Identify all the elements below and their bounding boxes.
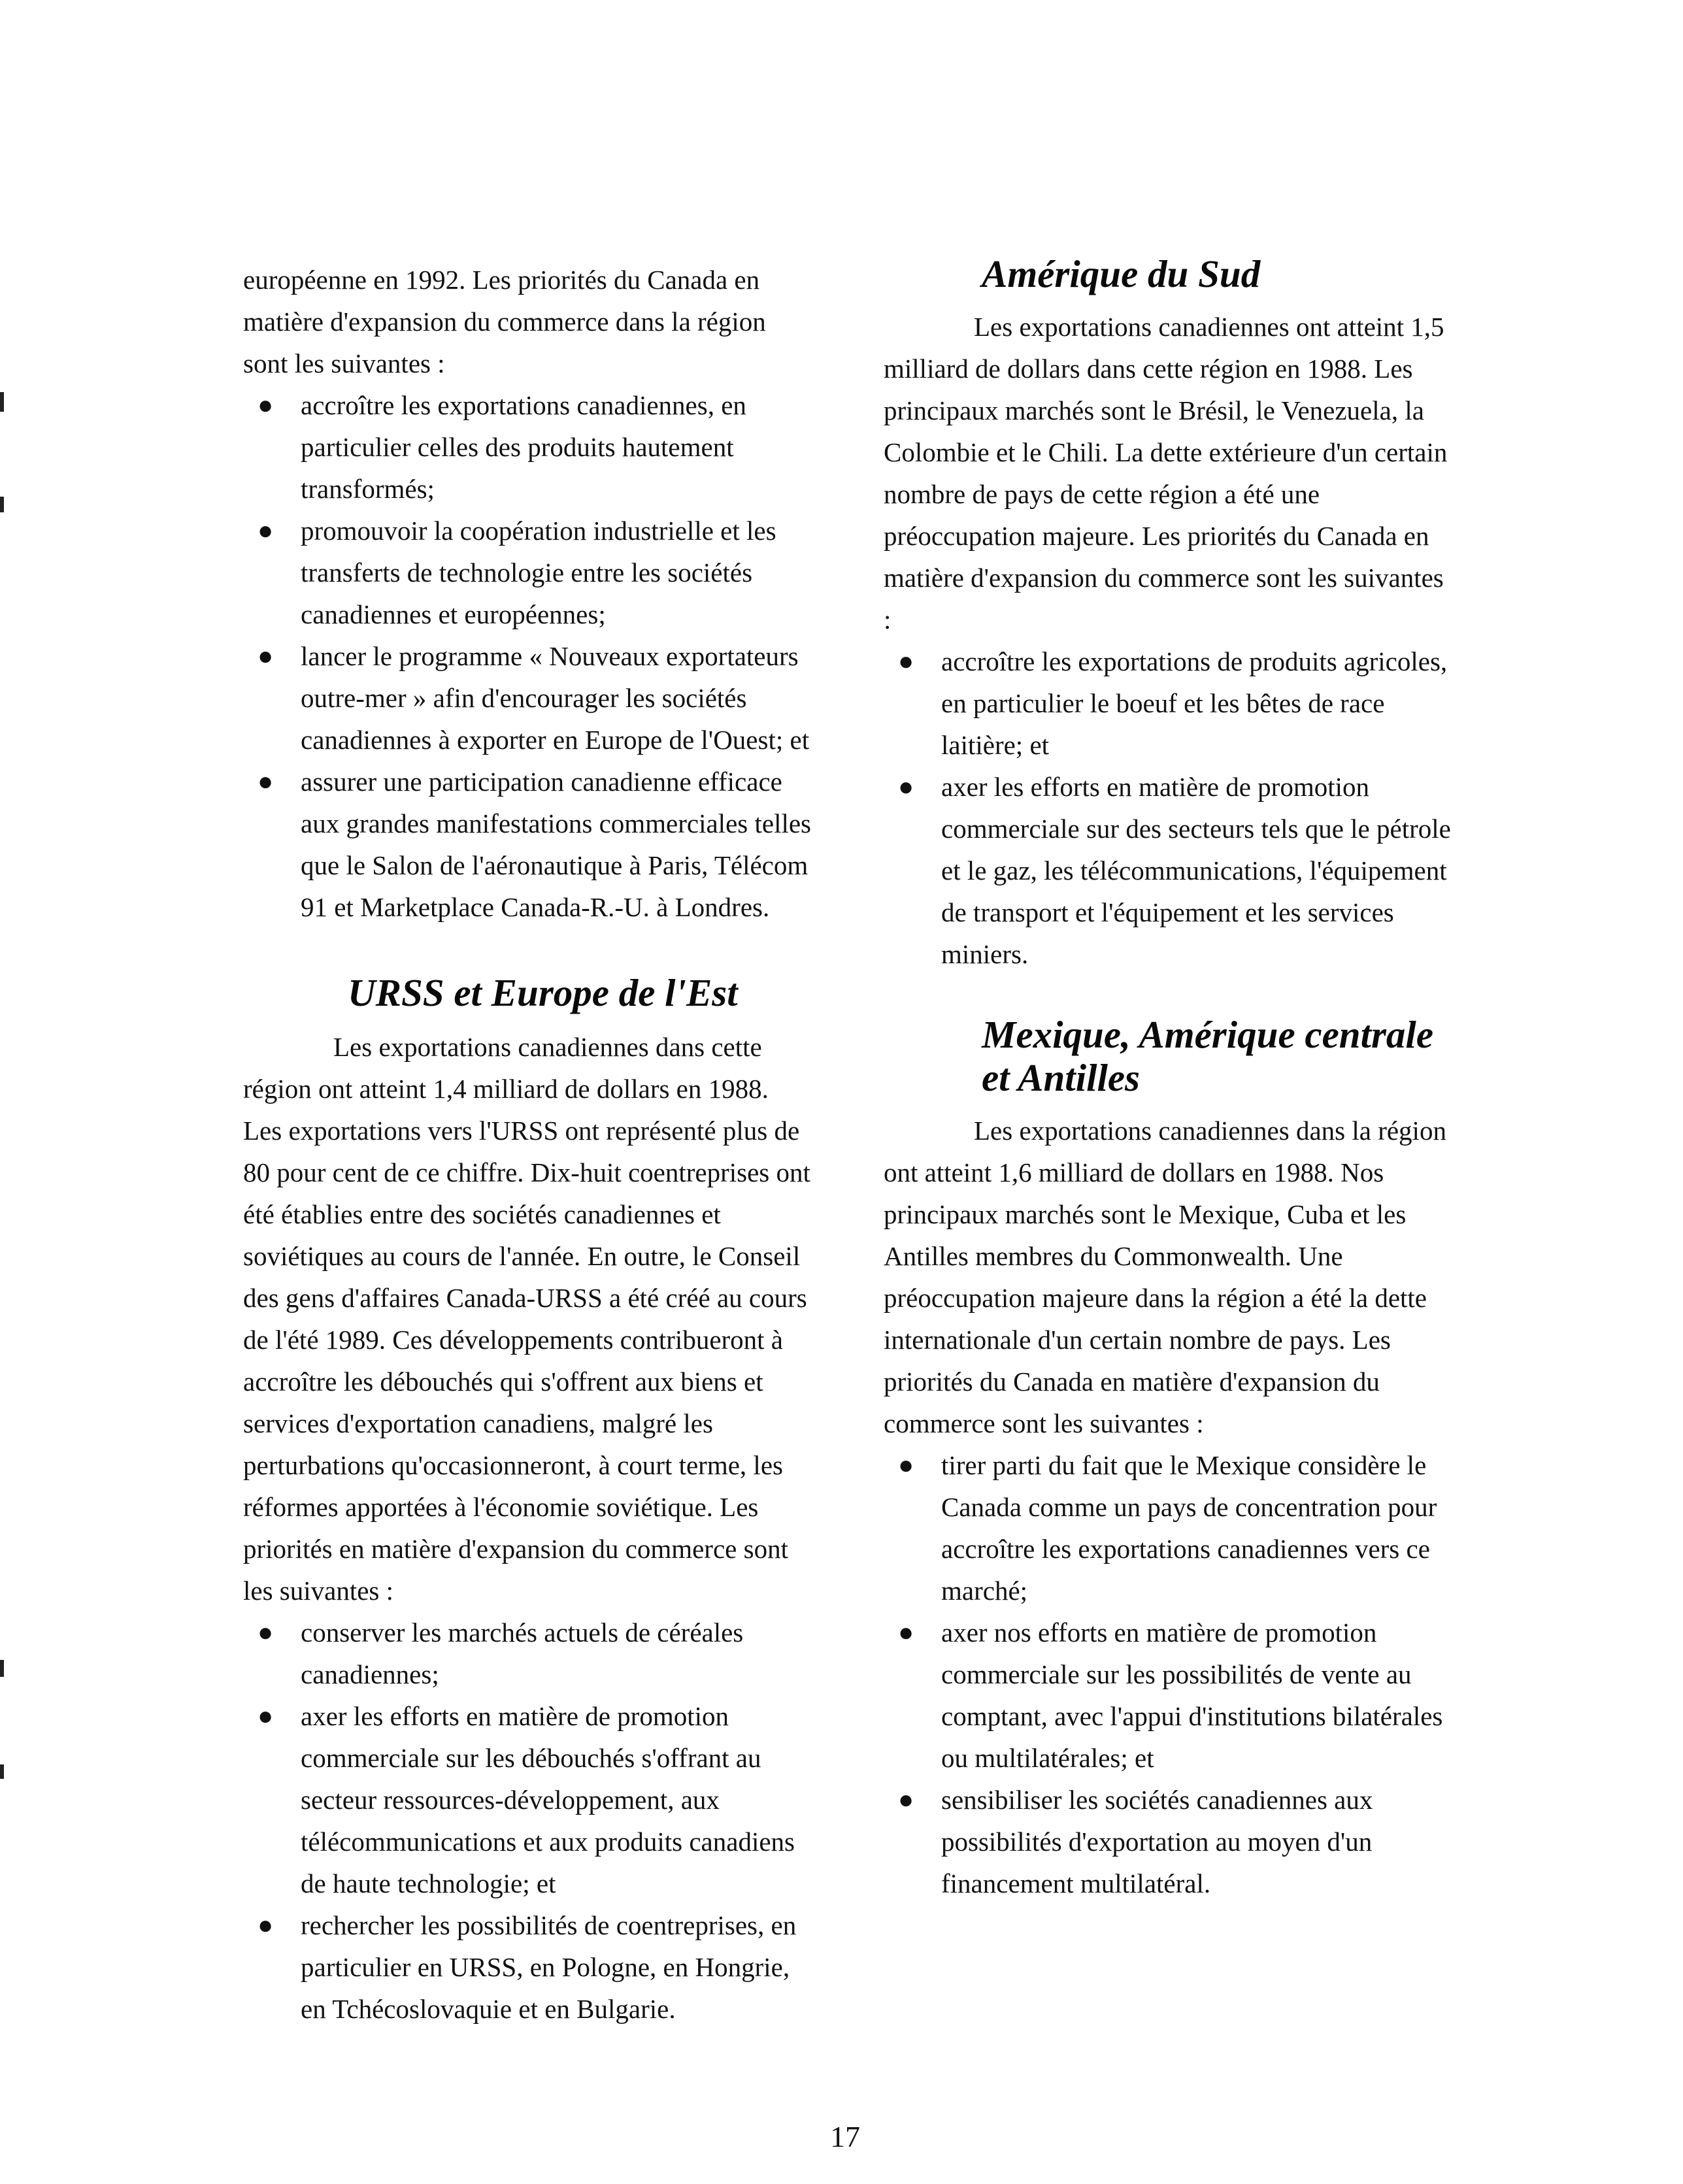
scan-edge-mark: [0, 392, 4, 412]
list-item: ● assurer une participation canadienne efficace aux grandes manifestations commerciales telles que le Salon de l'aéronautique à Paris, Télécom 91 et Marketplace Canada-R.-U. à Londres.: [243, 761, 812, 928]
urss-paragraph: Les exportations canadiennes dans cette région ont atteint 1,4 milliard de dollars en 1988. Les exportations vers l'URSS ont représenté plus de 80 pour cent de ce chiffre. Dix-huit coentreprises ont été établies entre des sociétés canadiennes et soviétiques au cours de l'année. En outre, le Conseil des gens d'affaires Canada-URSS a été créé au cours de l'été 1989. Ces développements contribueront à accroître les débouchés qui s'offrent aux biens et services d'exportation canadiens, malgré les perturbations qu'occasionneront, à court terme, les réformes apportées à l'économie soviétique. Les priorités en matière d'expansion du commerce sont les suivantes :: [243, 1032, 810, 1606]
mexique-paragraph: Les exportations canadiennes dans la région ont atteint 1,6 milliard de dollars en 1988. Nos principaux marchés sont le Mexique, Cuba et les Antilles membres du Commonwealth. Une préoccupation majeure dans la région a été la dette internationale d'un certain nombre de pays. Les priorités du Canada en matière d'expansion du commerce sont les suivantes :: [884, 1116, 1446, 1438]
mexique-heading-line2: et Antilles: [982, 1056, 1141, 1099]
list-item: ● lancer le programme « Nouveaux exportateurs outre-mer » afin d'encourager les sociétés canadiennes à exporter en Europe de l'Ouest; et: [243, 635, 812, 761]
intro-paragraph: européenne en 1992. Les priorités du Canada en matière d'expansion du commerce dans la région sont les suivantes :: [243, 265, 766, 378]
bullet-icon: ●: [258, 390, 274, 420]
list-item: ● promouvoir la coopération industrielle et les transferts de technologie entre les sociétés canadiennes et européennes;: [243, 510, 812, 635]
list-item: ● accroître les exportations canadiennes, en particulier celles des produits hautement transformés;: [243, 384, 812, 510]
bullet-icon: ●: [898, 772, 914, 801]
bullet-icon: ●: [258, 516, 274, 545]
bullet-icon: ●: [258, 1701, 274, 1730]
list-item: ● axer nos efforts en matière de promotion commerciale sur les possibilités de vente au comptant, avec l'appui d'institutions bilatérales ou multilatérales; et: [884, 1612, 1452, 1779]
bullet-icon: ●: [258, 767, 274, 796]
bullet-icon: ●: [258, 1910, 274, 1940]
bullet-icon: ●: [898, 1617, 914, 1647]
mexique-heading: [884, 1013, 1452, 1099]
list-item: ● tirer parti du fait que le Mexique considère le Canada comme un pays de concentration pour accroître les exportations canadiennes vers ce marché;: [884, 1444, 1452, 1612]
left-column: [243, 259, 812, 2030]
list-item: ● rechercher les possibilités de coentreprises, en particulier en URSS, en Pologne, en Hongrie, en Tchécoslovaquie et en Bulgarie.: [243, 1904, 812, 2030]
urss-priorities-list: [243, 1612, 812, 2030]
list-item: ● axer les efforts en matière de promotion commerciale sur des secteurs tels que le pétrole et le gaz, les télécommunications, l'équipement de transport et l'équipement et les services miniers.: [884, 766, 1452, 975]
bullet-icon: ●: [898, 1450, 914, 1480]
bullet-icon: ●: [258, 1617, 274, 1647]
europe-priorities-list: [243, 384, 812, 928]
bullet-icon: ●: [898, 646, 914, 676]
right-column: [884, 252, 1452, 1904]
urss-heading: URSS et Europe de l'Est: [348, 971, 738, 1014]
amerique-sud-heading: Amérique du Sud: [982, 252, 1261, 295]
mexique-heading-line1: Mexique, Amérique centrale: [982, 1013, 1434, 1056]
bullet-icon: ●: [898, 1785, 914, 1814]
list-item: ● axer les efforts en matière de promotion commerciale sur les débouchés s'offrant au secteur ressources-développement, aux télécommunications et aux produits canadiens de haute technologie; et: [243, 1695, 812, 1904]
mexique-priorities-list: [884, 1444, 1452, 1904]
amerique-sud-paragraph: Les exportations canadiennes ont atteint 1,5 milliard de dollars dans cette région en 1988. Les principaux marchés sont le Brésil, le Venezuela, la Colombie et le Chili. La dette extérieure d'un certain nombre de pays de cette région a été une préoccupation majeure. Les priorités du Canada en matière d'expansion du commerce sont les suivantes :: [884, 312, 1448, 635]
list-item: ● conserver les marchés actuels de céréales canadiennes;: [243, 1612, 812, 1695]
list-item: ● accroître les exportations de produits agricoles, en particulier le boeuf et les bêtes de race laitière; et: [884, 640, 1452, 766]
page-number: 17: [830, 2120, 860, 2153]
list-item: ● sensibiliser les sociétés canadiennes aux possibilités d'exportation au moyen d'un financement multilatéral.: [884, 1779, 1452, 1904]
scan-edge-mark: [0, 1764, 4, 1779]
scan-edge-mark: [0, 1660, 4, 1677]
scan-edge-mark: [0, 497, 4, 512]
bullet-icon: ●: [258, 641, 274, 670]
amerique-sud-priorities-list: [884, 640, 1452, 975]
